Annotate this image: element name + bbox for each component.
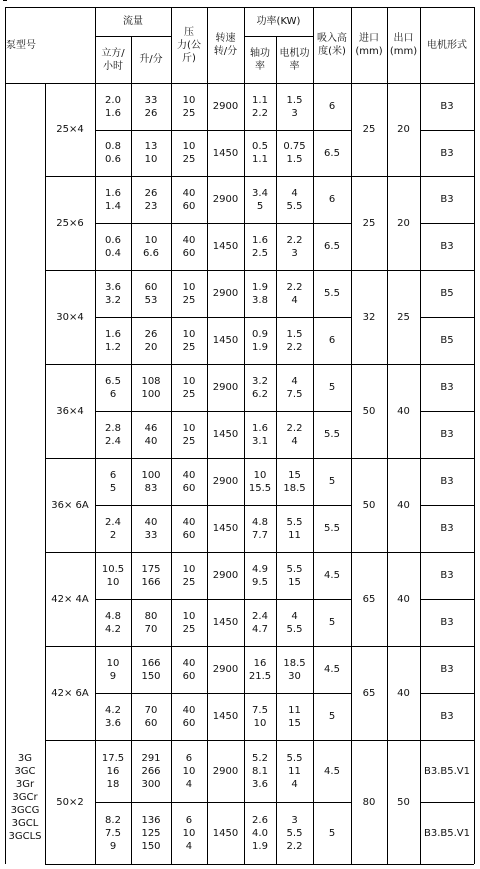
header-outlet: 出口 (mm) <box>389 33 418 57</box>
data-cell-suction: 5 <box>328 382 336 393</box>
row-rule <box>95 802 351 803</box>
data-cell-motor-power: 2.2 4 <box>286 422 303 447</box>
outlet-cell: 40 <box>397 499 410 511</box>
data-cell-flow-lmin: 100 83 <box>141 469 161 494</box>
data-cell-pressure: 40 60 <box>182 234 196 259</box>
data-cell-suction: 6 <box>328 335 336 346</box>
header-col-rule <box>387 7 388 83</box>
group-rule <box>45 458 474 459</box>
data-cell-shaft-power: 4.8 7.7 <box>252 516 268 541</box>
outlet-cell: 20 <box>397 124 410 135</box>
header-col-rule <box>244 7 245 83</box>
header-shaft-power: 轴功 率 <box>250 47 270 72</box>
data-cell-motor: B3 <box>440 523 454 534</box>
data-cell-speed: 2900 <box>212 476 239 487</box>
data-cell-suction: 5 <box>328 711 336 722</box>
data-cell-pressure: 40 60 <box>182 469 196 494</box>
data-cell-suction: 5.5 <box>324 288 340 299</box>
data-cell-flow-m3h: 4.8 4.2 <box>105 610 121 635</box>
group-rule <box>45 740 474 741</box>
header-col-rule <box>351 7 352 83</box>
header-pressure: 压 力(公 斤) <box>177 26 201 64</box>
group-rule <box>45 646 474 647</box>
data-cell-flow-lmin: 166 150 <box>141 657 161 682</box>
header-power: 功率(KW) <box>256 16 301 27</box>
data-cell-flow-lmin: 13 10 <box>144 141 158 165</box>
data-cell-suction: 4.5 <box>324 664 340 675</box>
data-cell-motor-power: 4 5.5 <box>286 187 303 212</box>
inlet-cell: 25 <box>362 217 376 229</box>
model-cell: 36× 6A <box>51 499 89 511</box>
header-bottom-rule <box>5 83 474 84</box>
data-cell-speed: 1450 <box>212 523 239 534</box>
row-rule <box>95 599 351 600</box>
data-cell-flow-m3h: 6.5 6 <box>105 375 121 400</box>
row-rule <box>95 411 351 412</box>
table-border-right <box>474 7 475 864</box>
data-cell-suction: 6 <box>328 194 336 205</box>
data-cell-motor: B3 <box>440 382 454 393</box>
data-cell-speed: 2900 <box>212 101 239 112</box>
inlet-cell: 65 <box>362 687 376 699</box>
model-cell: 42× 6A <box>51 687 89 699</box>
data-cell-motor: B3 <box>440 147 454 159</box>
data-cell-flow-lmin: 60 53 <box>144 281 158 306</box>
data-cell-motor-power: 3 5.5 2.2 <box>286 814 303 852</box>
data-cell-motor-power: 1.5 2.2 <box>286 328 303 353</box>
data-cell-motor-power: 11 15 <box>288 704 301 729</box>
row-rule <box>420 130 474 131</box>
data-cell-suction: 6.5 <box>324 147 340 159</box>
header-suction: 吸入高 度(米) <box>317 33 347 57</box>
model-cell: 25×4 <box>56 124 84 135</box>
data-cell-flow-m3h: 10 9 <box>106 657 120 682</box>
model-cell: 50×2 <box>56 796 84 808</box>
data-cell-flow-lmin: 108 100 <box>141 375 161 400</box>
data-cell-pressure: 40 60 <box>182 516 196 541</box>
outlet-cell: 40 <box>397 593 410 605</box>
data-cell-pressure: 10 25 <box>182 328 196 353</box>
body-col-rule <box>420 83 421 864</box>
header-col-rule <box>207 7 208 83</box>
data-cell-flow-m3h: 2.8 2.4 <box>105 422 121 447</box>
data-cell-motor: B3.B5.V1 <box>423 765 470 777</box>
table-border-top <box>5 7 475 8</box>
data-cell-pressure: 10 25 <box>182 563 196 588</box>
data-cell-speed: 1450 <box>212 711 239 722</box>
row-rule <box>95 130 351 131</box>
data-cell-motor: B3 <box>440 241 454 252</box>
data-cell-pressure: 10 25 <box>182 375 196 400</box>
inlet-cell: 80 <box>362 796 376 808</box>
data-cell-motor: B3 <box>440 570 454 581</box>
data-cell-suction: 6.5 <box>324 241 340 252</box>
body-col-rule <box>95 83 96 864</box>
data-cell-shaft-power: 0.5 1.1 <box>252 141 268 165</box>
data-cell-suction: 6 <box>328 101 336 112</box>
header-motor-type: 电机形式 <box>427 39 467 51</box>
data-cell-motor-power: 15 18.5 <box>283 469 306 494</box>
header-col-rule <box>95 7 96 83</box>
header-inlet: 进口 (mm) <box>355 33 383 57</box>
data-cell-motor-power: 5.5 11 4 <box>286 752 303 790</box>
data-cell-motor: B3 <box>440 476 454 487</box>
row-rule <box>420 599 474 600</box>
header-col-rule <box>171 7 172 83</box>
data-cell-flow-lmin: 26 23 <box>144 187 158 212</box>
data-cell-shaft-power: 3.2 6.2 <box>252 375 268 400</box>
model-cell: 30×4 <box>56 311 84 323</box>
row-rule <box>420 223 474 224</box>
row-rule <box>95 505 351 506</box>
body-col-rule <box>244 83 245 864</box>
data-cell-flow-lmin: 136 125 150 <box>141 814 161 852</box>
pump-model-list: 3G 3GC 3Gr 3GCr 3GCG 3GCL 3GCLS <box>8 752 42 842</box>
inlet-cell: 50 <box>362 499 376 511</box>
data-cell-motor-power: 2.2 4 <box>286 281 303 306</box>
data-cell-motor: B3 <box>440 711 454 722</box>
inlet-cell: 50 <box>362 405 376 417</box>
data-cell-shaft-power: 2.6 4.0 1.9 <box>252 814 268 852</box>
data-cell-shaft-power: 16 21.5 <box>248 657 272 682</box>
data-cell-speed: 1450 <box>212 241 239 252</box>
header-rule <box>244 36 313 37</box>
data-cell-flow-m3h: 0.8 0.6 <box>105 141 121 165</box>
data-cell-shaft-power: 0.9 1.9 <box>252 328 268 353</box>
data-cell-flow-lmin: 46 40 <box>144 422 158 447</box>
data-cell-flow-m3h: 17.5 16 18 <box>101 752 125 790</box>
data-cell-shaft-power: 1.1 2.2 <box>252 94 268 119</box>
data-cell-shaft-power: 4.9 9.5 <box>252 563 268 588</box>
data-cell-speed: 1450 <box>212 147 239 159</box>
model-cell: 25×6 <box>56 217 84 229</box>
header-col-rule <box>131 36 132 83</box>
data-cell-pressure: 6 10 4 <box>182 814 196 852</box>
header-col-rule <box>420 7 421 83</box>
outlet-cell: 40 <box>397 405 410 417</box>
table-border-left <box>5 7 6 864</box>
data-cell-flow-m3h: 8.2 7.5 9 <box>105 814 121 852</box>
data-cell-motor: B3 <box>440 194 454 205</box>
body-col-rule <box>387 83 388 864</box>
data-cell-motor: B5 <box>440 335 454 346</box>
data-cell-flow-lmin: 33 26 <box>144 94 158 119</box>
data-cell-flow-m3h: 2.0 1.6 <box>105 94 121 119</box>
data-cell-motor-power: 0.75 1.5 <box>283 141 306 165</box>
data-cell-flow-lmin: 175 166 <box>141 563 161 588</box>
data-cell-suction: 5 <box>328 476 336 487</box>
data-cell-flow-lmin: 26 20 <box>144 328 158 353</box>
data-cell-flow-m3h: 1.6 1.2 <box>105 328 121 353</box>
row-rule <box>420 411 474 412</box>
data-cell-speed: 2900 <box>212 664 239 675</box>
data-cell-flow-m3h: 0.6 0.4 <box>105 234 121 259</box>
group-rule <box>45 176 474 177</box>
inlet-cell: 25 <box>362 124 376 135</box>
data-cell-suction: 5.5 <box>324 429 340 440</box>
outlet-cell: 50 <box>397 796 410 808</box>
header-flow-lmin: 升/分 <box>139 54 163 65</box>
data-cell-motor: B3.B5.V1 <box>423 827 470 839</box>
data-cell-flow-m3h: 4.2 3.6 <box>105 704 121 729</box>
header-flow-m3h: 立方/ 小时 <box>101 47 125 72</box>
data-cell-motor-power: 5.5 11 <box>286 516 303 541</box>
row-rule <box>95 223 351 224</box>
data-cell-motor-power: 2.2 3 <box>286 234 303 259</box>
body-col-rule <box>45 83 46 864</box>
header-col-rule <box>276 36 277 83</box>
group-rule <box>45 552 474 553</box>
data-cell-motor: B5 <box>440 288 454 299</box>
data-cell-speed: 2900 <box>212 765 239 777</box>
data-cell-speed: 2900 <box>212 382 239 393</box>
data-cell-speed: 1450 <box>212 827 239 839</box>
inlet-cell: 65 <box>362 593 376 605</box>
body-col-rule <box>131 83 132 864</box>
row-rule <box>95 317 351 318</box>
data-cell-shaft-power: 5.2 8.1 3.6 <box>252 752 268 790</box>
body-col-rule <box>276 83 277 864</box>
group-rule <box>45 864 474 865</box>
data-cell-motor-power: 5.5 15 <box>286 563 303 588</box>
data-cell-motor-power: 18.5 30 <box>283 657 306 682</box>
data-cell-flow-m3h: 2.4 2 <box>105 516 121 541</box>
model-cell: 36×4 <box>56 405 84 417</box>
data-cell-pressure: 10 25 <box>182 141 196 165</box>
data-cell-flow-m3h: 3.6 3.2 <box>105 281 121 306</box>
body-col-rule <box>171 83 172 864</box>
data-cell-flow-m3h: 10.5 10 <box>101 563 125 588</box>
model-cell: 42× 4A <box>51 593 89 605</box>
data-cell-motor: B3 <box>440 664 454 675</box>
data-cell-speed: 2900 <box>212 570 239 581</box>
corner-mark <box>3 0 7 3</box>
data-cell-shaft-power: 2.4 4.7 <box>252 610 268 635</box>
data-cell-flow-m3h: 1.6 1.4 <box>105 187 121 212</box>
row-rule <box>420 317 474 318</box>
header-pump-model: 泵型号 <box>6 39 36 51</box>
data-cell-shaft-power: 10 15.5 <box>248 469 272 494</box>
data-cell-shaft-power: 3.4 5 <box>252 187 268 212</box>
data-cell-speed: 1450 <box>212 617 239 628</box>
outlet-cell: 20 <box>397 217 410 229</box>
header-col-rule <box>313 7 314 83</box>
data-cell-pressure: 40 60 <box>182 704 196 729</box>
data-cell-speed: 2900 <box>212 288 239 299</box>
data-cell-pressure: 40 60 <box>182 657 196 682</box>
row-rule <box>420 693 474 694</box>
data-cell-speed: 1450 <box>212 429 239 440</box>
body-col-rule <box>207 83 208 864</box>
data-cell-flow-lmin: 291 266 300 <box>141 752 161 790</box>
row-rule <box>420 802 474 803</box>
data-cell-suction: 4.5 <box>324 570 340 581</box>
data-cell-motor-power: 4 5.5 <box>286 610 303 635</box>
data-cell-pressure: 40 60 <box>182 187 196 212</box>
body-col-rule <box>313 83 314 864</box>
data-cell-flow-m3h: 6 5 <box>109 469 117 494</box>
row-rule <box>420 505 474 506</box>
data-cell-flow-lmin: 80 70 <box>144 610 158 635</box>
data-cell-motor-power: 1.5 3 <box>286 94 303 119</box>
data-cell-shaft-power: 1.6 2.5 <box>252 234 268 259</box>
data-cell-suction: 5 <box>328 617 336 628</box>
group-rule <box>45 270 474 271</box>
header-rule <box>95 36 171 37</box>
data-cell-motor-power: 4 7.5 <box>286 375 303 400</box>
data-cell-flow-lmin: 70 60 <box>144 704 158 729</box>
header-flow: 流量 <box>123 16 143 27</box>
row-rule <box>95 693 351 694</box>
data-cell-motor: B3 <box>440 429 454 440</box>
data-cell-suction: 4.5 <box>324 765 340 777</box>
data-cell-pressure: 10 25 <box>182 610 196 635</box>
data-cell-flow-lmin: 40 33 <box>144 516 158 541</box>
data-cell-pressure: 10 25 <box>182 94 196 119</box>
data-cell-suction: 5 <box>328 827 336 839</box>
header-speed: 转速 转/分 <box>213 33 238 57</box>
data-cell-shaft-power: 7.5 10 <box>252 704 268 729</box>
data-cell-motor: B3 <box>440 101 454 112</box>
data-cell-speed: 1450 <box>212 335 239 346</box>
data-cell-flow-lmin: 10 6.6 <box>143 234 159 259</box>
data-cell-shaft-power: 1.9 3.8 <box>252 281 268 306</box>
group-rule <box>45 364 474 365</box>
data-cell-pressure: 10 25 <box>182 422 196 447</box>
inlet-cell: 32 <box>362 311 376 323</box>
data-cell-suction: 5.5 <box>324 523 340 534</box>
data-cell-pressure: 6 10 4 <box>182 752 196 790</box>
data-cell-shaft-power: 1.6 3.1 <box>252 422 268 447</box>
header-motor-power: 电机功 率 <box>279 47 310 72</box>
outlet-cell: 25 <box>397 311 410 323</box>
data-cell-speed: 2900 <box>212 194 239 205</box>
data-cell-pressure: 10 25 <box>182 281 196 306</box>
body-col-rule <box>351 83 352 864</box>
data-cell-motor: B3 <box>440 617 454 628</box>
outlet-cell: 40 <box>397 687 410 699</box>
